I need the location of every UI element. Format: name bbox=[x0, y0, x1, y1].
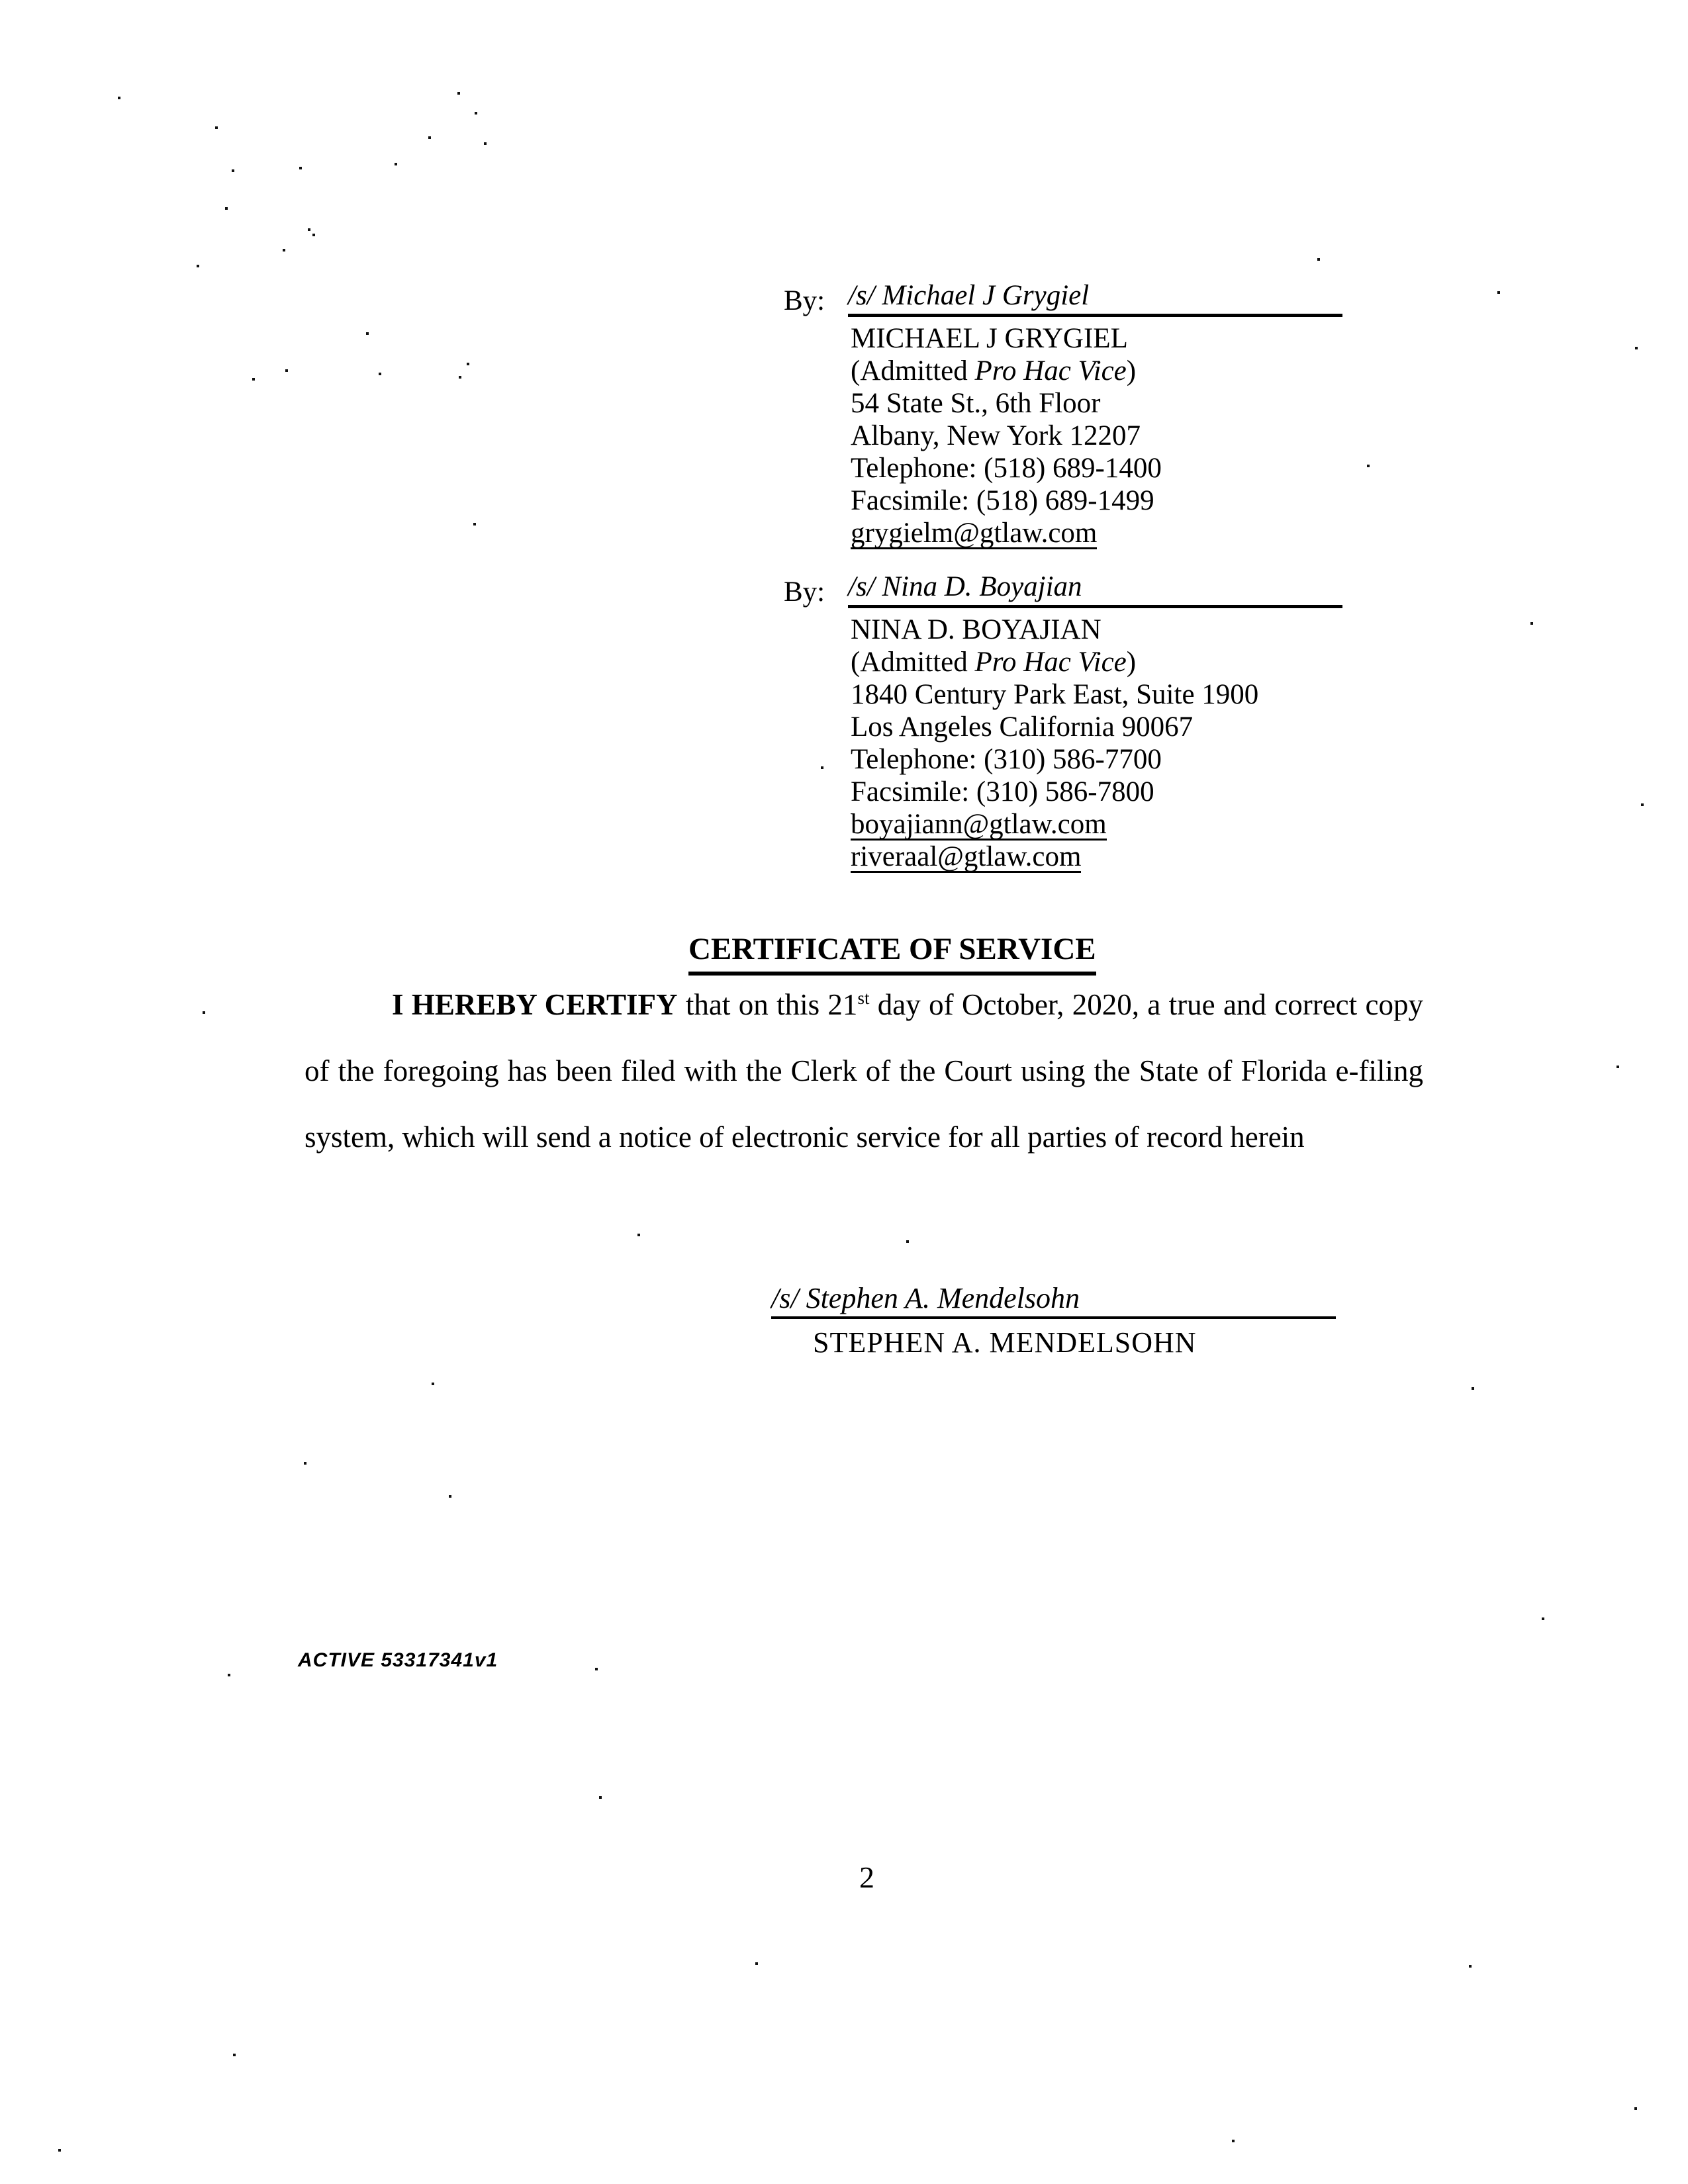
email-line bbox=[851, 841, 1342, 873]
closing-signature-block bbox=[771, 1281, 1336, 1359]
address-line-street: 54 State St., 6th Floor bbox=[851, 388, 1101, 419]
certificate-paragraph bbox=[305, 972, 1423, 1170]
by-label: By: bbox=[784, 285, 825, 316]
signature-text: /s/ Nina D. Boyajian bbox=[848, 571, 1082, 602]
address-line-city: Los Angeles California 90067 bbox=[851, 711, 1194, 743]
admitted-pro-hac-vice: Pro Hac Vice bbox=[974, 647, 1127, 678]
admitted-line bbox=[851, 355, 1342, 387]
ordinal-suffix: st bbox=[857, 988, 870, 1008]
email-text: riveraal@gtlaw.com bbox=[851, 841, 1082, 872]
closing-signature-line bbox=[771, 1281, 1336, 1319]
facsimile-line: Facsimile: (310) 586-7800 bbox=[851, 776, 1154, 807]
admitted-line bbox=[851, 646, 1342, 678]
certify-text-before-ordinal: that on this 21 bbox=[677, 988, 858, 1021]
closing-signatory-name: STEPHEN A. MENDELSOHN bbox=[813, 1326, 1197, 1359]
certify-text-after-ordinal: day of October, 2020, a true and correct copy of the foregoing has been filed with the Clerk of the Court using the State of Florida e-filing system, which will send a notice of electronic service for all parties of record herein bbox=[305, 988, 1423, 1154]
page-number: 2 bbox=[859, 1860, 874, 1894]
signature-line bbox=[848, 279, 1342, 317]
certify-lead-bold: I HEREBY CERTIFY bbox=[392, 988, 678, 1021]
email-text: grygielm@gtlaw.com bbox=[851, 518, 1098, 549]
attorney-name: MICHAEL J GRYGIEL bbox=[851, 323, 1128, 354]
scan-noise-speckles bbox=[0, 0, 3, 3]
address-line-street: 1840 Century Park East, Suite 1900 bbox=[851, 679, 1259, 710]
email-text: boyajiann@gtlaw.com bbox=[851, 809, 1107, 840]
footer-document-code: ACTIVE 53317341v1 bbox=[298, 1649, 498, 1671]
attorney-details bbox=[851, 614, 1342, 873]
by-label: By: bbox=[784, 576, 825, 608]
address-line-city: Albany, New York 12207 bbox=[851, 420, 1141, 451]
admitted-open: (Admitted bbox=[851, 647, 975, 678]
email-line bbox=[851, 517, 1342, 549]
closing-signature-text: /s/ Stephen A. Mendelsohn bbox=[771, 1282, 1080, 1314]
certificate-of-service-heading: CERTIFICATE OF SERVICE bbox=[688, 931, 1096, 976]
attorney-details bbox=[851, 322, 1342, 549]
admitted-close: ) bbox=[1126, 647, 1137, 678]
email-line bbox=[851, 808, 1342, 841]
signature-block-grygiel bbox=[784, 279, 1342, 549]
by-row bbox=[784, 279, 1342, 317]
attorney-name: NINA D. BOYAJIAN bbox=[851, 614, 1102, 645]
by-row bbox=[784, 570, 1342, 608]
admitted-close: ) bbox=[1126, 355, 1137, 387]
signature-block-boyajian bbox=[784, 570, 1342, 873]
admitted-open: (Admitted bbox=[851, 355, 975, 387]
telephone-line: Telephone: (310) 586-7700 bbox=[851, 744, 1162, 775]
signature-text: /s/ Michael J Grygiel bbox=[848, 280, 1090, 311]
telephone-line: Telephone: (518) 689-1400 bbox=[851, 453, 1162, 484]
admitted-pro-hac-vice: Pro Hac Vice bbox=[974, 355, 1127, 387]
signature-line bbox=[848, 570, 1342, 608]
facsimile-line: Facsimile: (518) 689-1499 bbox=[851, 485, 1154, 516]
